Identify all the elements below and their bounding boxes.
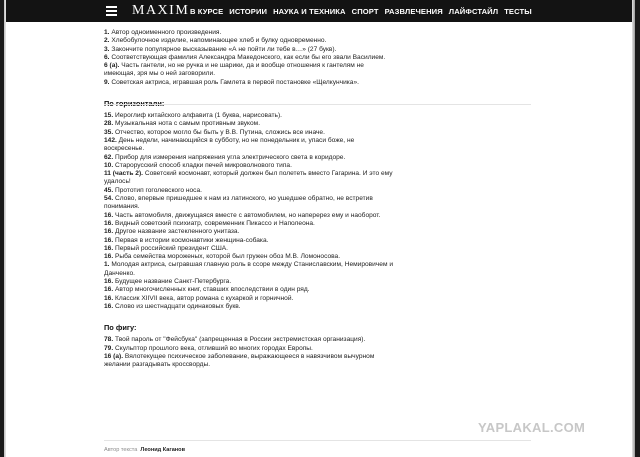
clue-item: 79. Скульптор прошлого века, отливший во многих городах Европы. [104, 344, 313, 352]
nav-item-news[interactable]: В КУРСЕ [190, 6, 224, 16]
horizontal-clues [104, 112, 394, 311]
nav-item-tests[interactable]: ТЕСТЫ [504, 6, 532, 16]
clue-item: 16. Другое название застекленного унитаза. [104, 228, 240, 236]
clue-item: 78. Твой пароль от "Фейсбука" (запрещенная в России экстремистская организация). [104, 336, 366, 344]
clue-item: 16. Слово из шестнадцати одинаковых букв. [104, 302, 241, 310]
footer-divider [104, 440, 531, 441]
clue-item: 2. Хлебобулочное изделие, напоминающее хлеб и булку одновременно. [104, 37, 327, 45]
clue-item: 16. Видный советский психиатр, современник Пикассо и Наполеона. [104, 219, 315, 227]
clue-item: 16. Классик XIIVII века, автор романа с кухаркой и горничной. [104, 294, 294, 302]
clue-item: 16. Автор многочисленных книг, ставших впоследствии в один ряд. [104, 286, 310, 294]
fig-clues [104, 336, 394, 369]
hamburger-menu-icon[interactable] [106, 6, 117, 16]
clue-item: 6. Соответствующая фамилия Александра Македонского, как если бы его звали Василием. [104, 53, 386, 61]
clue-item: 45. Прототип гоголевского носа. [104, 186, 202, 194]
fig-title: По фигу: [104, 323, 137, 333]
clue-item: 16. Будущее название Санкт-Петербурга. [104, 278, 232, 286]
nav-item-entertainment[interactable]: РАЗВЛЕЧЕНИЯ [384, 6, 443, 16]
clue-item: 15. Иероглиф китайского алфавита (1 буква, нарисовать). [104, 112, 282, 120]
nav-item-sport[interactable]: СПОРТ [351, 6, 379, 16]
clue-item: 16. Рыба семейства мороженых, которой был гружен обоз М.В. Ломоносова. [104, 253, 341, 261]
clue-item: 16. Часть автомобиля, движущаяся вместе с автомобилем, но наперерез ему и наоборот. [104, 211, 381, 219]
clue-item: 62. Прибор для измерения напряжения угла электрического света в коридоре. [104, 153, 346, 161]
clue-item: 16. Первая в истории космонавтики женщина-собака. [104, 236, 269, 244]
left-border [0, 0, 6, 457]
clue-item: 16 (а). Вялотекущее психическое заболевание, выражающееся в навязчивом вычурном желании разгадывать кроссворды. [104, 352, 375, 369]
clue-item: 142. День недели, начинающийся в субботу, но не понедельник и, упаси боже, не воскресенье. [104, 136, 355, 153]
vertical-clues [104, 29, 394, 87]
clue-item: 35. Отчество, которое могло бы быть у В.В. Путина, сложись все иначе. [104, 128, 325, 136]
clue-item: 16. Первый российский президент США. [104, 244, 229, 252]
section-divider [104, 104, 531, 105]
author-credit [104, 447, 185, 453]
clue-item: 1. Автор одноименного произведения. [104, 29, 222, 36]
clue-item: 54. Слово, впервые пришедшее к нам из латинского, но ушедшее обратно, не встретив понимания. [104, 195, 373, 211]
right-border [632, 0, 640, 457]
main-nav [190, 0, 532, 22]
clue-item: 11 (часть 2). Советский космонавт, который должен был полететь вместо Гагарина. И это ему удалось! [104, 170, 393, 186]
article-body [104, 29, 394, 369]
site-logo[interactable]: MAXIM [132, 3, 190, 18]
clue-item: 10. Старорусский способ кладки печей микроволнового типа. [104, 161, 292, 169]
clue-item: 6 (а). Часть гантели, но не ручка и не шарики, да и вообще отношения к гантелям не имеющая, зря мы о ней заговорили. [104, 62, 364, 78]
clue-item: 3. Закончите популярное высказывание «А не пойти ли тебе в…» (27 букв). [104, 45, 337, 53]
nav-item-stories[interactable]: ИСТОРИИ [229, 6, 268, 16]
watermark: YAPLAKAL.COM [478, 420, 586, 435]
clue-item: 9. Советская актриса, игравшая роль Гамлета в первой постановке «Щелкунчика». [104, 78, 359, 86]
author-name[interactable]: Леонид Каганов [140, 447, 186, 453]
clue-item: 28. Музыкальная нота с самым противным звуком. [104, 120, 261, 128]
clue-item: 1. Молодая актриса, сыгравшая главную роль в ссоре между Станиславским, Немировичем и Данченко. [104, 261, 394, 277]
nav-item-lifestyle[interactable]: ЛАЙФСТАЙЛ [448, 6, 499, 16]
nav-item-science[interactable]: НАУКА И ТЕХНИКА [273, 6, 346, 16]
author-label: Автор текста [104, 447, 138, 453]
